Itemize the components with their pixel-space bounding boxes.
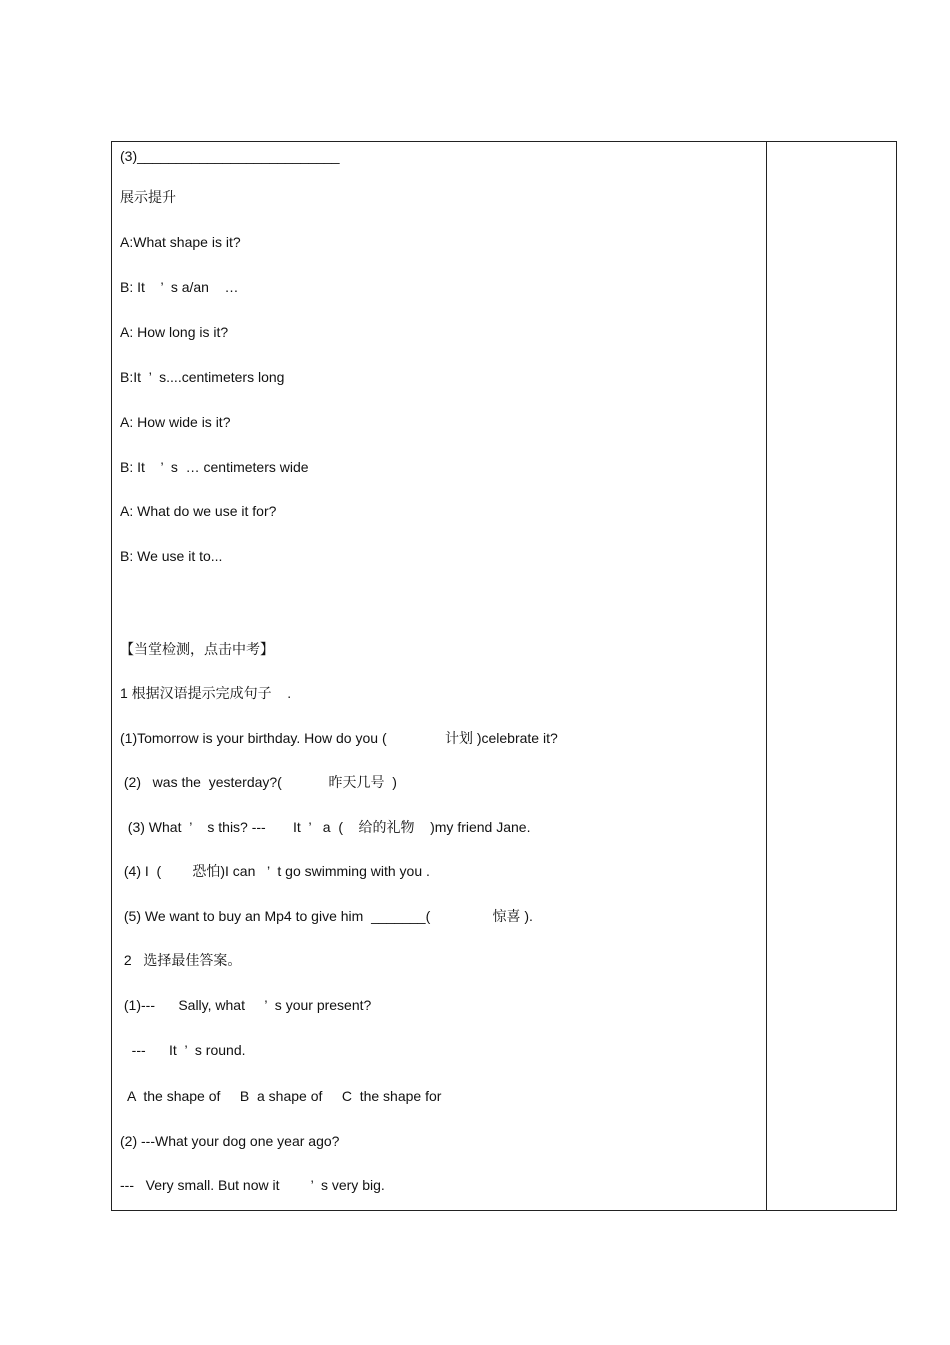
dialogue-line: A: How long is it?	[120, 324, 229, 340]
blank-line-3: (3)__________________________	[120, 148, 340, 164]
exercise-item: (1)--- Sally, what ’ s your present?	[120, 997, 372, 1013]
exercise-item: --- Very small. But now it ’ s very big.	[120, 1177, 385, 1193]
dialogue-line: B: We use it to...	[120, 548, 223, 564]
dialogue-line: B: It ’ s … centimeters wide	[120, 459, 309, 475]
exercise-instruction: 2 选择最佳答案。	[120, 952, 242, 968]
exercise-item: --- It ’ s round.	[120, 1042, 246, 1058]
dialogue-line: A: What do we use it for?	[120, 503, 277, 519]
section-heading: 展示提升	[120, 189, 176, 205]
exercise-item: (4) I ( 恐怕)I can ’ t go swimming with you .	[120, 863, 430, 879]
column-divider	[766, 142, 767, 1210]
dialogue-line: A: How wide is it?	[120, 414, 231, 430]
exercise-item: (5) We want to buy an Mp4 to give him _______( 惊喜 ).	[120, 908, 533, 924]
exercise-item: (2) ---What your dog one year ago?	[120, 1133, 340, 1149]
dialogue-line: B:It ’ s....centimeters long	[120, 369, 285, 385]
dialogue-line: B: It ’ s a/an …	[120, 279, 239, 295]
section-heading: 【当堂检测，点击中考】	[120, 641, 274, 657]
exercise-item: (1)Tomorrow is your birthday. How do you ( 计划 )celebrate it?	[120, 730, 558, 746]
worksheet-table	[111, 141, 897, 1211]
exercise-item: (2) was the yesterday?( 昨天几号 )	[120, 774, 397, 790]
exercise-item: (3) What ’ s this? --- It ’ a ( 给的礼物 )my friend Jane.	[120, 819, 531, 835]
answer-options: A the shape of B a shape of C the shape for	[120, 1088, 442, 1104]
dialogue-line: A:What shape is it?	[120, 234, 241, 250]
exercise-instruction: 1 根据汉语提示完成句子 .	[120, 685, 292, 701]
